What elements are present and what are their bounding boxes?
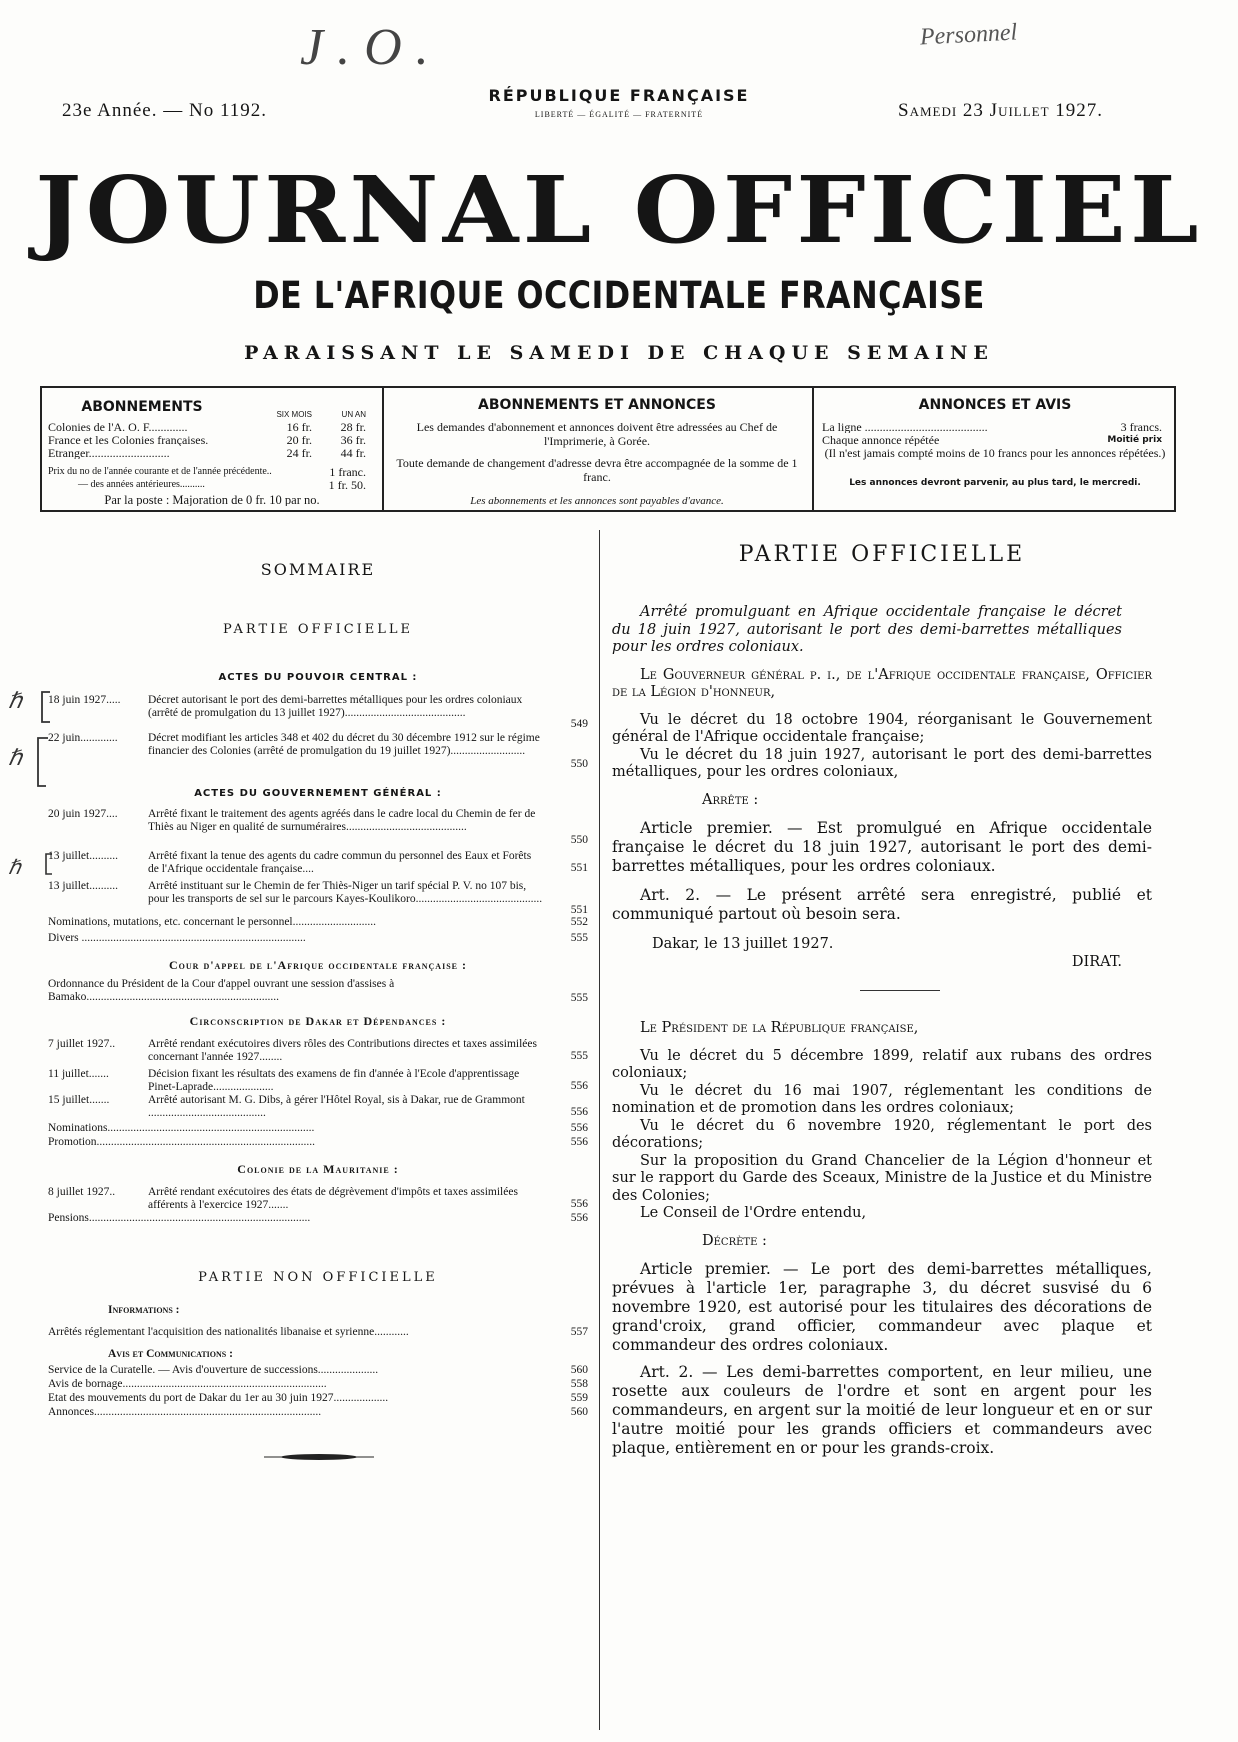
price-current-row: Prix du no de l'année courante et de l'année précédente.. 1 franc. — [48, 465, 366, 478]
ornamental-rule — [264, 1450, 374, 1464]
decree-article-2: Art. 2. — Les demi-barrettes comportent, en leur milieu, une rosette aux couleurs de l'ordre et sont en argent pour les commandeurs, en argent sur la moitié de leur longueur et en or sur l'autre moitié pour les grands officiers et commandeurs avec plaque, entièrement en or pour les grands-croix. — [612, 1363, 1152, 1457]
toc-entry: Promotion............................................................................ 556 — [48, 1136, 588, 1148]
notices-p3: Les abonnements et les annonces sont payables d'avance. — [470, 495, 724, 507]
article-2: Art. 2. — Le présent arrêté sera enregistré, publié et communiqué partout où besoin sera. — [612, 886, 1152, 923]
governor-line: Le Gouverneur général p. i., de l'Afrique occidentale française, Officier de la Légion d'honneur, — [612, 666, 1152, 700]
toc-entry: Ordonnance du Président de la Cour d'appel ouvrant une session d'assises à Bamako................................................................... 555 — [48, 978, 588, 1004]
toc-entry: Pensions............................................................................. 556 — [48, 1212, 588, 1224]
toc-entry: Nominations........................................................................ 556 — [48, 1122, 588, 1134]
president-line: Le Président de la République française, — [640, 1020, 919, 1036]
toc-entry: 18 juin 1927..... Décret autorisant le port des demi-barrettes métalliques pour les ordres coloniaux (arrêté de promulgation du 13 juillet 1927).......................................... 549 — [48, 694, 588, 730]
decree-vu-2: Vu le décret du 16 mai 1907, réglementant les conditions de nomination et de promotion dans les ordres coloniaux; — [612, 1082, 1152, 1116]
decree-vu-4: Sur la proposition du Grand Chancelier de la Légion d'honneur et sur le rapport du Garde des Sceaux, Ministre de la Justice et du Ministre des Colonies; — [612, 1152, 1152, 1204]
vu-1: Vu le décret du 18 octobre 1904, réorganisant le Gouvernement général de l'Afrique occidentale française; — [612, 711, 1152, 745]
postal-note: Par la poste : Majoration de 0 fr. 10 par no. — [104, 493, 320, 506]
subscription-box — [40, 386, 1176, 512]
toc-entry: 7 juillet 1927.. Arrêté rendant exécutoires divers rôles des Contributions directes et taxes assimilées concernant l'année 1927........ 555 — [48, 1038, 588, 1063]
summary-nonofficial-heading: PARTIE NON OFFICIELLE — [198, 1270, 438, 1285]
ads-heading: ANNONCES ET AVIS — [918, 397, 1072, 413]
journal-subtitle: DE L'AFRIQUE OCCIDENTALE FRANÇAISE — [253, 274, 985, 317]
official-body — [612, 604, 1152, 985]
decrete-heading: Décrète : — [702, 1232, 767, 1249]
toc-entry: Annonces............................................................................... 560 — [48, 1406, 588, 1418]
arrete-title: Arrêté promulguant en Afrique occidentale française le décret du 18 juin 1927, autorisant le port des demi-barrettes métalliques pour les ordres coloniaux. — [612, 604, 1122, 655]
toc-entry: 13 juillet.......... Arrêté fixant la tenue des agents du cadre commun du personnel des Eaux et Forêts de l'Afrique occidentale française.... 551 — [48, 850, 588, 875]
group-avis: Avis et Communications : — [108, 1348, 233, 1360]
summary-official-heading: PARTIE OFFICIELLE — [222, 622, 414, 637]
subscriptions-heading: ABONNEMENTS — [81, 399, 203, 415]
ad-line-price: La ligne ......................................... 3 francs. — [822, 420, 1162, 433]
toc-entry: Service de la Curatelle. — Avis d'ouverture de successions..................... 560 — [48, 1364, 588, 1376]
column-rule — [599, 530, 600, 1730]
decree-vu-5: Le Conseil de l'Ordre entendu, — [640, 1205, 867, 1221]
signature: DIRAT. — [1071, 953, 1122, 970]
price-old-row: — des années antérieures.......... 1 fr. 50. — [78, 478, 366, 491]
notices-column — [388, 388, 806, 510]
article-1: Article premier. — Est promulgué en Afrique occidentale française le décret du 18 juin 1927, autorisant le port des demi-barrettes métalliques, pour les ordres coloniaux. — [612, 819, 1152, 875]
vu-2: Vu le décret du 18 juin 1927, autorisant le port des demi-barrettes métalliques, pour les ordres coloniaux, — [612, 746, 1152, 780]
toc-entry: 11 juillet....... Décision fixant les résultats des examens de fin d'année à l'Ecole d'apprentissage Pinet-Laprade..................... 556 — [48, 1068, 588, 1093]
subscription-row: France et les Colonies françaises. 20 fr. 36 fr. — [48, 433, 366, 446]
republic-motto: LIBERTÉ — ÉGALITÉ — FRATERNITÉ — [534, 110, 704, 119]
year-number: 23e Année. — No 1192. — [62, 100, 267, 121]
toc-entry: 8 juillet 1927.. Arrêté rendant exécutoires des états de dégrèvement d'impôts et taxes assimilées afférents à l'exercice 1927....... 556 — [48, 1186, 588, 1211]
col-one-year: UN AN — [341, 410, 366, 419]
notices-heading: ABONNEMENTS ET ANNONCES — [478, 397, 716, 413]
toc-entry: Divers .............................................................................. 555 — [48, 932, 588, 944]
ad-deadline: Les annonces devront parvenir, au plus tard, le mercredi. — [849, 478, 1141, 488]
subscription-row: Colonies de l'A. O. F............. 16 fr. 28 fr. — [48, 420, 366, 433]
ad-repeat-price: Chaque annonce répétée Moitié prix — [822, 433, 1162, 446]
subscriptions-column — [48, 388, 376, 510]
toc-entry: Arrêtés réglementant l'acquisition des nationalités libanaise et syrienne............ 557 — [48, 1326, 588, 1338]
decree-body — [612, 1020, 1152, 1458]
group-dakar: Circonscription de Dakar et Dépendances : — [189, 1014, 447, 1028]
issue-date: Samedi 23 Juillet 1927. — [898, 100, 1104, 121]
arrete-heading: Arrête : — [702, 791, 759, 808]
group-court: Cour d'appel de l'Afrique occidentale française : — [169, 958, 467, 972]
decree-vu-3: Vu le décret du 6 novembre 1920, réglementant le port des décorations; — [612, 1117, 1152, 1151]
toc-entry: 13 juillet.......... Arrêté instituant sur le Chemin de fer Thiès-Niger un tarif spécial P. V. no 107 bis, pour les transports de sel sur le parcours Kayes-Koulikoro............................................ 551 — [48, 880, 588, 916]
handwritten-margin-mark-2: ℏ — [8, 745, 22, 770]
journal-title: JOURNAL OFFICIEL — [35, 156, 1203, 264]
republic-heading: RÉPUBLIQUE FRANÇAISE — [488, 86, 750, 105]
group-info: Informations : — [108, 1304, 180, 1316]
notices-p1: Les demandes d'abonnement et annonces doivent être adressées au Chef de l'Imprimerie, à Gorée. — [416, 420, 778, 448]
group-mauritanie: Colonie de la Mauritanie : — [237, 1162, 399, 1176]
handwritten-mark-top: J.O. — [300, 19, 443, 76]
ad-minimum: (Il n'est jamais compté moins de 10 francs pour les annonces répétées.) — [824, 446, 1166, 460]
toc-entry: Nominations, mutations, etc. concernant le personnel............................. 552 — [48, 916, 588, 928]
place-date: Dakar, le 13 juillet 1927. — [652, 936, 834, 952]
toc-entry: Etat des mouvements du port de Dakar du 1er au 30 juin 1927................... 559 — [48, 1392, 588, 1404]
toc-entry: 22 juin............. Décret modifiant les articles 348 et 402 du décret du 30 décembre 1912 sur le régime financier des Colonies (arrêté de promulgation du 19 juillet 1927).......................... 550 — [48, 732, 588, 770]
summary-title: SOMMAIRE — [260, 560, 376, 579]
handwritten-margin-mark-3: ℏ — [8, 857, 21, 879]
decree-vu-1: Vu le décret du 5 décembre 1899, relatif aux rubans des ordres coloniaux; — [612, 1047, 1152, 1081]
toc-entry: 20 juin 1927.... Arrêté fixant le traitement des agents agréés dans le cadre local du Chemin de fer de Thiès au Niger en qualité de surnuméraires.......................................... 550 — [48, 808, 588, 846]
group-gouvernement: ACTES DU GOUVERNEMENT GÉNÉRAL : — [194, 788, 442, 799]
col-six-months: SIX MOIS — [276, 410, 312, 419]
journal-tagline: PARAISSANT LE SAMEDI DE CHAQUE SEMAINE — [244, 342, 994, 364]
handwritten-mark-top-right: Personnel — [919, 19, 1018, 51]
separator-rule — [860, 990, 940, 991]
official-title: PARTIE OFFICIELLE — [738, 542, 1026, 567]
ads-column — [818, 388, 1172, 510]
handwritten-margin-mark-1: ℏ — [8, 688, 22, 713]
decree-article-1: Article premier. — Le port des demi-barrettes métalliques, prévues à l'article 1er, paragraphe 3, du décret susvisé du 6 novembre 1920, est autorisé pour les titulaires des décorations de grand'croix, grand officier, commandeur avec plaque et commandeur des ordres coloniaux. — [612, 1260, 1152, 1354]
subscription-row: Etranger........................... 24 fr. 44 fr. — [48, 446, 366, 459]
toc-entry: 15 juillet....... Arrêté autorisant M. G. Dibs, à gérer l'Hôtel Royal, sis à Dakar, rue de Grammont ......................................... 556 — [48, 1094, 588, 1119]
toc-entry: Avis de bornage....................................................................... 558 — [48, 1378, 588, 1390]
notices-p2: Toute demande de changement d'adresse devra être accompagnée de la somme de 1 franc. — [396, 456, 798, 484]
group-central: ACTES DU POUVOIR CENTRAL : — [218, 672, 418, 683]
